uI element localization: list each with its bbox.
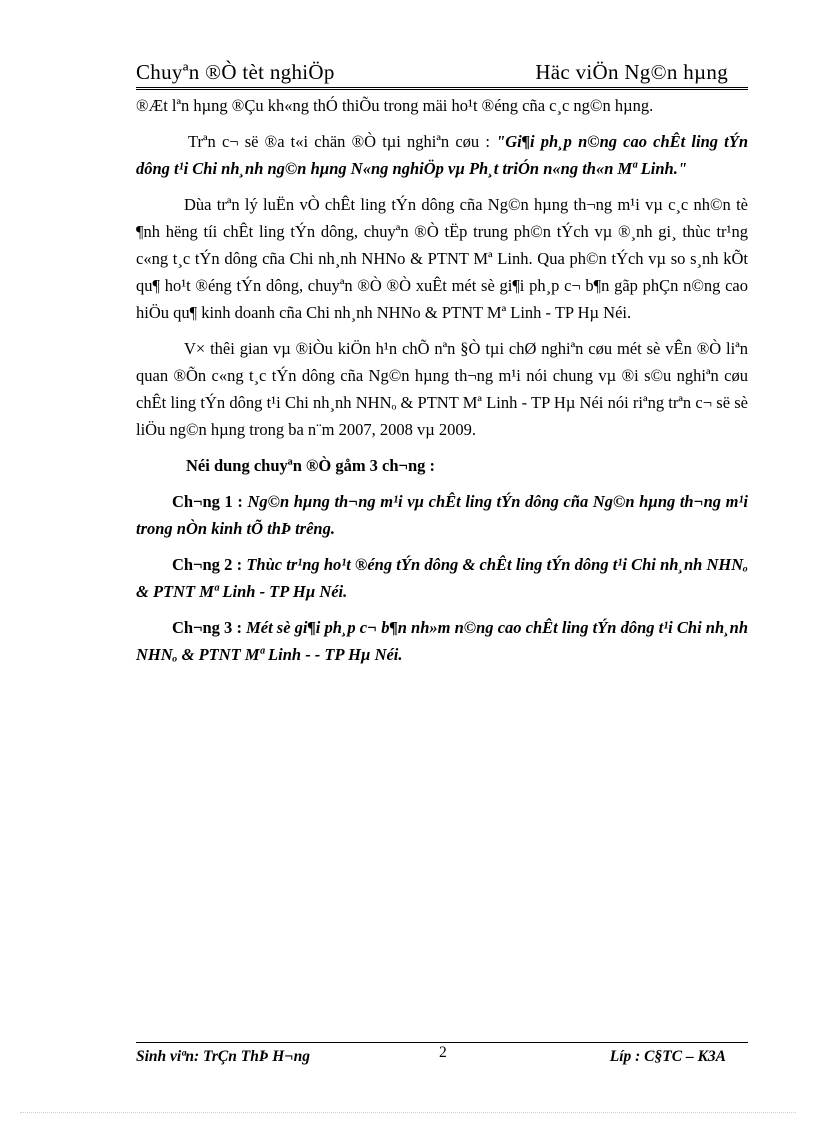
chapter-item: [136, 551, 748, 605]
chapter-title: Ng©n hµng th¬ng m¹i vµ chÊt ling tÝn dông cña Ng©n hµng th¬ng m¹i trong nÒn kinh tÕ thÞ trêng.: [136, 492, 748, 538]
chapter-label: Ch¬ng 3 :: [172, 618, 242, 637]
header-institution: Häc viÖn Ng©n hµng: [535, 60, 728, 84]
paragraph-limitations: V× thêi gian vµ ®iÒu kiÖn h¹n chÕ nªn §Ò tµi chØ nghiªn cøu mét sè vÊn ®Ò liªn quan ®Õn c«ng t¸c tÝn dông cña Ng©n hµng th¬ng m¹i nói chung vµ ®i s©u nghiªn cøu chÊt ling tÝn dông t¹i Chi nh¸nh NHNₒ & PTNT Mª Linh - TP Hµ Néi nói riªng trªn c¬ së sè liÖu ng©n hµng trong ba n¨m 2007, 2008 vµ 2009.: [136, 339, 748, 439]
footer-student: Sinh viªn: TrÇn ThÞ H¬ng: [136, 1048, 311, 1065]
header-thesis-type: Chuyªn ®Ò tèt nghiÖp: [136, 60, 335, 84]
page-footer: [136, 1044, 748, 1070]
chapter-item: [136, 488, 748, 542]
paragraph-intro-continuation: ®Æt lªn hµng ®Çu kh«ng thÓ thiÕu trong mäi ho¹t ®éng cña c¸c ng©n hµng.: [136, 96, 654, 115]
paragraph-scope: Dùa trªn lý luËn vÒ chÊt ling tÝn dông cña Ng©n hµng th¬ng m¹i vµ c¸c nh©n tè ¶nh hëng tíi chÊt ling tÝn dông, chuyªn ®Ò tËp trung ph©n tÝch vµ ®¸nh gi¸ thùc tr¹ng c«ng t¸c tÝn dông cña Chi nh¸nh NHNo & PTNT Mª Linh. Qua ph©n tÝch vµ so s¸nh kÕt qu¶ ho¹t ®éng tÝn dông, chuyªn ®Ò ®Ò xuÊt mét sè gi¶i ph¸p c¬ b¶n gãp phÇn n©ng cao hiÖu qu¶ kinh doanh cña Chi nh¸nh NHNo & PTNT Mª Linh - TP Hµ Néi.: [136, 195, 748, 322]
footer-class: Líp : C§TC – K3A: [609, 1048, 726, 1065]
topic-lead-text: Trªn c¬ së ®a t«i chän ®Ò tµi nghiªn cøu :: [188, 132, 497, 151]
page-number: 2: [439, 1044, 447, 1061]
chapter-label: Ch¬ng 1 :: [172, 492, 243, 511]
body-text: [136, 92, 748, 677]
topic-title: "Gi¶i ph¸p n©ng cao chÊt ling tÝn dông t¹i Chi nh¸nh ng©n hµng N«ng nghiÖp vµ Ph¸t triÓn n«ng th«n Mª Linh.": [136, 132, 749, 178]
chapter-label: Ch¬ng 2 :: [172, 555, 243, 574]
paragraph-topic: [136, 128, 748, 182]
chapter-title: Mét sè gi¶i ph¸p c¬ b¶n nh»m n©ng cao chÊt ling tÝn dông t¹i Chi nh¸nh NHNₒ & PTNT Mª Linh - - TP Hµ Néi.: [136, 618, 748, 664]
outline-title: Néi dung chuyªn ®Ò gåm 3 ch¬ng :: [186, 456, 436, 475]
page-header: [136, 58, 748, 86]
chapter-item: [136, 614, 748, 668]
header-rule: [136, 87, 748, 90]
page-bottom-border: [20, 1112, 796, 1113]
chapter-title: Thùc tr¹ng ho¹t ®éng tÝn dông & chÊt ling tÝn dông t¹i Chi nh¸nh NHNₒ & PTNT Mª Linh - TP Hµ Néi.: [136, 555, 749, 601]
